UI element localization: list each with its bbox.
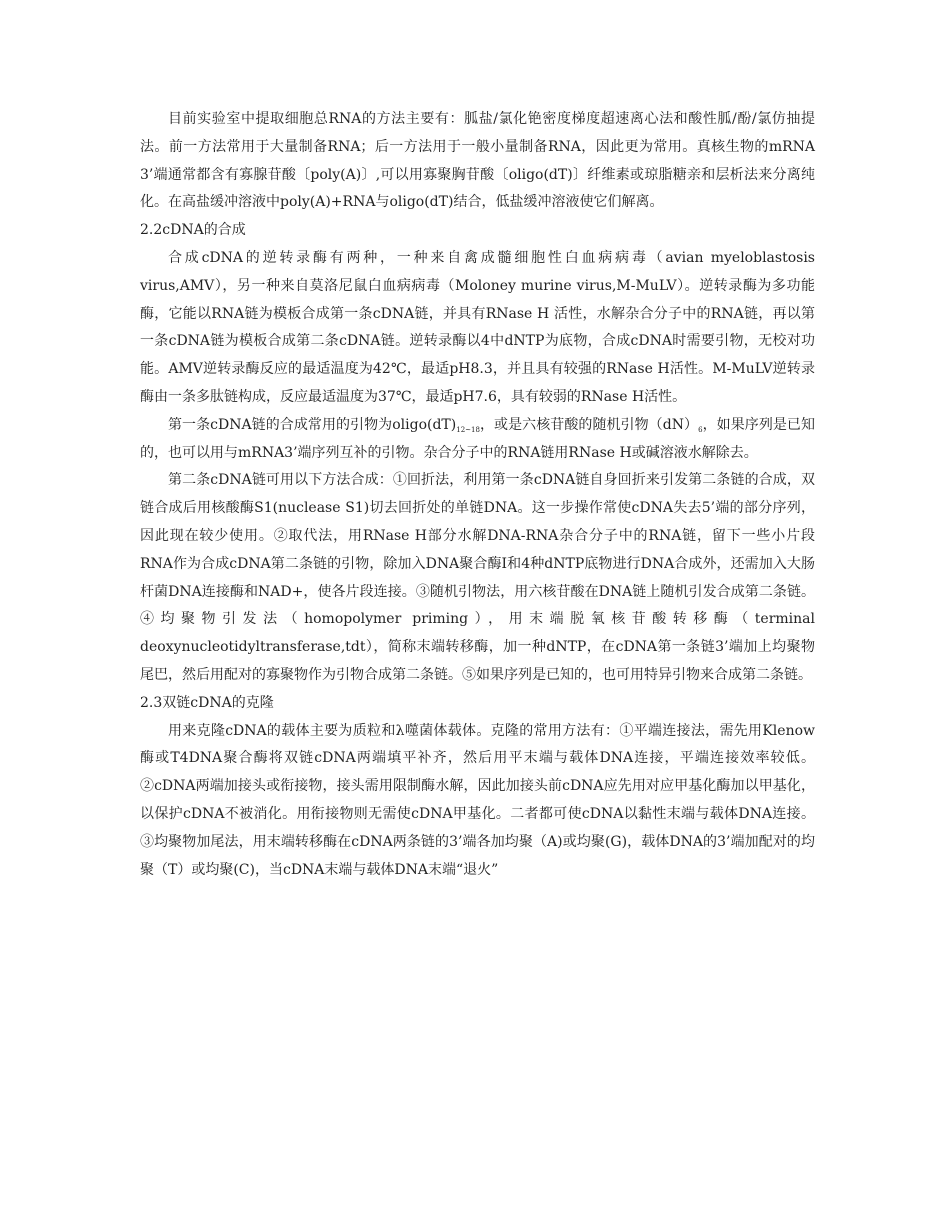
paragraph-cloning-methods: 用来克隆cDNA的载体主要为质粒和λ噬菌体载体。克隆的常用方法有：①平端连接法，需先用Klenow酶或T4DNA聚合酶将双链cDNA两端填平补齐，然后用平末端与载体DNA连接，平端连接效率较低。②cDNA两端加接头或衔接物，接头需用限制酶水解，因此加接头前cDNA应先用对应甲基化酶加以甲基化，以保护cDNA不被消化。用衔接物则无需使cDNA甲基化。二者都可使cDNA以黏性末端与载体DNA连接。③均聚物加尾法，用末端转移酶在cDNA两条链的3’端各加均聚（A)或均聚(G)，载体DNA的3’端加配对的均聚（T）或均聚(C)，当cDNA末端与载体DNA末端“退火” xyxy=(140,722,815,878)
random-primer-subscript: 6 xyxy=(698,425,703,434)
paragraph-first-strand xyxy=(140,412,815,468)
oligo-dt-subscript: 12~18 xyxy=(456,425,480,434)
document-page xyxy=(140,106,815,884)
section-heading-cdna-synthesis: 2.2cDNA的合成 xyxy=(140,222,246,239)
first-strand-text-b: ，或是六核苷酸的随机引物（dN） xyxy=(479,416,699,433)
first-strand-text-c: ，如果序列是已知的，也可以用与mRNA3’端序列互补的引物。杂合分子中的RNA链用RNase H或碱溶液水解除去。 xyxy=(140,416,815,461)
section-heading-ds-cdna-cloning: 2.3双链cDNA的克隆 xyxy=(140,694,274,711)
first-strand-text-a: 第一条cDNA链的合成常用的引物为oligo(dT) xyxy=(168,416,457,433)
paragraph-reverse-transcriptase: 合成cDNA的逆转录酶有两种，一种来自禽成髓细胞性白血病病毒（avian myeloblastosis virus,AMV），另一种来自莫洛尼鼠白血病病毒（Moloney murine virus,M-MuLV）。逆转录酶为多功能酶，它能以RNA链为模板合成第一条cDNA链，并具有RNase H 活性，水解杂合分子中的RNA链，再以第一条cDNA链为模板合成第二条cDNA链。逆转录酶以4中dNTP为底物，合成cDNA时需要引物，无校对功能。AMV逆转录酶反应的最适温度为42℃，最适pH8.3，并且具有较强的RNase H活性。M-MuLV逆转录酶由一条多肽链构成，反应最适温度为37℃，最适pH7.6，具有较弱的RNase H活性。 xyxy=(140,249,815,405)
paragraph-rna-extraction: 目前实验室中提取细胞总RNA的方法主要有：胍盐/氯化铯密度梯度超速离心法和酸性胍/酚/氯仿抽提法。前一方法常用于大量制备RNA；后一方法用于一般小量制备RNA，因此更为常用。真核生物的mRNA 3’端通常都含有寡腺苷酸〔poly(A)〕,可以用寡聚胸苷酸〔oligo(dT)〕纤维素或琼脂糖亲和层析法来分离纯化。在高盐缓冲溶液中poly(A)+RNA与oligo(dT)结合，低盐缓冲溶液使它们解离。 xyxy=(140,111,815,211)
paragraph-second-strand: 第二条cDNA链可用以下方法合成：①回折法，利用第一条cDNA链自身回折来引发第二条链的合成，双链合成后用核酸酶S1(nuclease S1)切去回折处的单链DNA。这一步操作常使cDNA失去5’端的部分序列，因此现在较少使用。②取代法，用RNase H部分水解DNA-RNA杂合分子中的RNA链，留下一些小片段RNA作为合成cDNA第二条链的引物，除加入DNA聚合酶Ⅰ和4种dNTP底物进行DNA合成外，还需加入大肠杆菌DNA连接酶和NAD+，使各片段连接。③随机引物法，用六核苷酸在DNA链上随机引发合成第二条链。④均聚物引发法（homopolymer priming），用末端脱氧核苷酸转移酶（terminal deoxynucleotidyltransferase,tdt），简称末端转移酶，加一种dNTP，在cDNA第一条链3’端加上均聚物尾巴，然后用配对的寡聚物作为引物合成第二条链。⑤如果序列是已知的，也可用特异引物来合成第二条链。 xyxy=(140,472,815,683)
